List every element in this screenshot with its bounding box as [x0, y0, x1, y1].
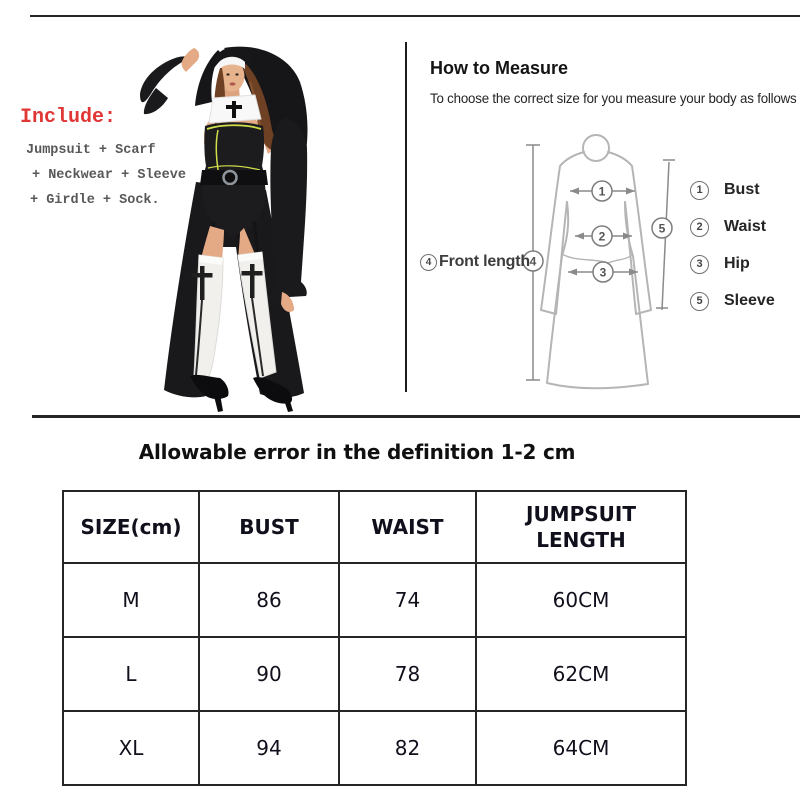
diagram-mark-waist: 2	[598, 229, 606, 244]
front-length-text: Front length	[439, 253, 530, 270]
size-row-xl	[63, 711, 686, 785]
measurement-legend	[690, 180, 775, 311]
cell-length-l: 62CM	[476, 637, 686, 711]
legend-label-hip: Hip	[724, 255, 750, 272]
include-title: Include:	[20, 106, 117, 129]
col-header-waist: WAIST	[339, 491, 476, 563]
legend-label-sleeve: Sleeve	[724, 292, 775, 309]
include-line-3: + Girdle + Sock.	[30, 193, 160, 208]
how-to-measure-subtitle: To choose the correct size for you measure your body as follows	[430, 90, 797, 106]
diagram-mark-bust: 1	[598, 184, 606, 199]
legend-number-bust: 1	[690, 181, 709, 200]
cell-waist-m: 74	[339, 563, 476, 637]
diagram-mark-front-length: 4	[529, 254, 537, 269]
size-table-header-row	[63, 491, 686, 563]
size-row-m	[63, 563, 686, 637]
front-length-circled-number: 4	[420, 254, 437, 271]
top-divider	[30, 15, 800, 17]
cell-waist-xl: 82	[339, 711, 476, 785]
cell-length-m: 60CM	[476, 563, 686, 637]
legend-label-bust: Bust	[724, 181, 760, 198]
diagram-mark-hip: 3	[599, 265, 607, 280]
cell-size-xl: XL	[63, 711, 199, 785]
cell-waist-l: 78	[339, 637, 476, 711]
cell-size-m: M	[63, 563, 199, 637]
measurement-diagram	[410, 118, 800, 410]
legend-number-waist: 2	[690, 218, 709, 237]
legend-item-bust	[690, 180, 775, 200]
how-to-measure-title: How to Measure	[430, 58, 569, 78]
cell-size-l: L	[63, 637, 199, 711]
include-line-1: Jumpsuit + Scarf	[26, 143, 156, 158]
product-photo-nun-costume	[138, 42, 320, 414]
col-header-size: SIZE(cm)	[63, 491, 199, 563]
legend-number-sleeve: 5	[690, 292, 709, 311]
col-header-bust: BUST	[199, 491, 339, 563]
legend-label-waist: Waist	[724, 218, 767, 235]
legend-item-sleeve	[690, 291, 775, 311]
include-line-2: + Neckwear + Sleeve	[32, 168, 186, 183]
tolerance-note: Allowable error in the definition 1-2 cm	[138, 440, 576, 464]
col-header-jumpsuit-length: JUMPSUIT LENGTH	[476, 491, 686, 563]
legend-item-waist	[690, 217, 775, 237]
section-divider	[32, 415, 800, 418]
front-length-label	[420, 251, 530, 273]
legend-number-hip: 3	[690, 255, 709, 274]
cell-bust-xl: 94	[199, 711, 339, 785]
legend-item-hip	[690, 254, 775, 274]
cell-length-xl: 64CM	[476, 711, 686, 785]
cell-bust-m: 86	[199, 563, 339, 637]
vertical-divider	[405, 42, 407, 392]
size-table	[62, 490, 687, 786]
diagram-mark-sleeve: 5	[658, 221, 666, 236]
cell-bust-l: 90	[199, 637, 339, 711]
size-row-l	[63, 637, 686, 711]
include-block	[18, 106, 228, 218]
